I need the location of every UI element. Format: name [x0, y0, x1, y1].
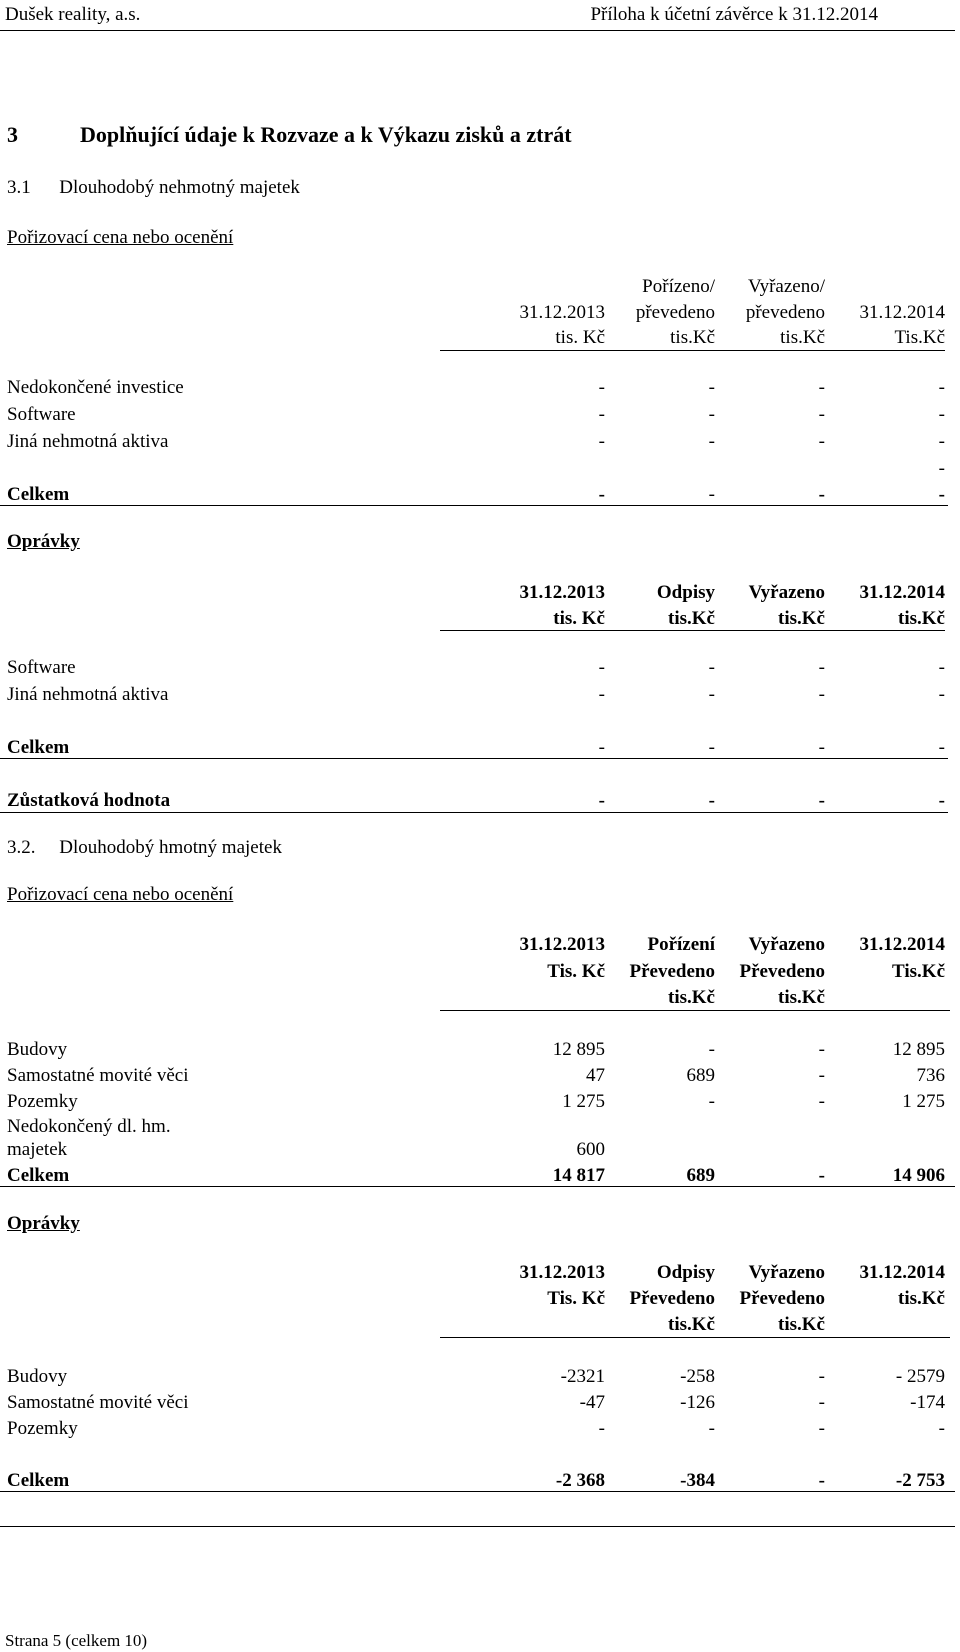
- col-header: Převedeno: [739, 961, 825, 982]
- header-title: Příloha k účetní závěrce k 31.12.2014: [590, 4, 878, 25]
- residual-cell: -: [598, 790, 605, 811]
- residual-cell: -: [708, 790, 715, 811]
- col-header: převedeno: [745, 302, 825, 323]
- col-header: Tis. Kč: [547, 1288, 605, 1309]
- cell: 600: [576, 1139, 605, 1160]
- cost-heading: Pořizovací cena nebo ocenění: [7, 227, 234, 248]
- cell: -: [818, 377, 825, 398]
- col-header: 31.12.2014: [859, 1262, 945, 1283]
- cell: 689: [686, 1065, 715, 1086]
- col-header: převedeno: [635, 302, 715, 323]
- cell: -: [708, 377, 715, 398]
- cell: -126: [680, 1392, 715, 1413]
- col-header: 31.12.2014: [859, 582, 945, 603]
- cell: -: [708, 684, 715, 705]
- col-header: Pořízeno/: [642, 276, 715, 297]
- header-underline: [440, 1010, 950, 1011]
- col-header: Tis. Kč: [547, 961, 605, 982]
- header-underline: [440, 1337, 950, 1338]
- cell: -: [708, 404, 715, 425]
- cell: -: [708, 657, 715, 678]
- cell: -: [938, 377, 945, 398]
- col-header: tis.Kč: [778, 1314, 825, 1335]
- header-underline: [440, 350, 945, 351]
- depreciation-heading: Oprávky: [7, 531, 80, 552]
- cell: -: [938, 431, 945, 452]
- col-header: Vyřazeno: [748, 582, 825, 603]
- cell: -: [938, 404, 945, 425]
- cell: -: [938, 684, 945, 705]
- col-header: tis.Kč: [778, 987, 825, 1008]
- residual-cell: -: [938, 790, 945, 811]
- col-header: Odpisy: [656, 582, 715, 603]
- row-label: Samostatné movité věci: [7, 1065, 189, 1086]
- total-cell: -: [938, 484, 945, 505]
- col-header: Odpisy: [656, 1262, 715, 1283]
- cell: -: [818, 1392, 825, 1413]
- col-header: tis.Kč: [668, 1314, 715, 1335]
- row-label: Software: [7, 404, 76, 425]
- col-header: Převedeno: [739, 1288, 825, 1309]
- cell: -: [708, 431, 715, 452]
- cell: -: [708, 1039, 715, 1060]
- row-label: Pozemky: [7, 1091, 78, 1112]
- residual-label: Zůstatková hodnota: [7, 790, 171, 811]
- col-header: Převedeno: [629, 1288, 715, 1309]
- cell: -: [818, 1366, 825, 1387]
- total-underline: [0, 1186, 955, 1187]
- subsection-title: 3.1 Dlouhodobý nehmotný majetek: [7, 177, 300, 198]
- total-cell: -: [818, 737, 825, 758]
- row-label: majetek: [7, 1139, 68, 1160]
- cell: -: [708, 1418, 715, 1439]
- cell: -2321: [560, 1366, 605, 1387]
- residual-cell: -: [818, 790, 825, 811]
- col-header: tis.Kč: [668, 987, 715, 1008]
- total-cell: -384: [680, 1470, 715, 1491]
- cell: -: [818, 684, 825, 705]
- cell: 1 275: [902, 1091, 945, 1112]
- page-number: Strana 5 (celkem 10): [5, 1631, 148, 1650]
- cell: -: [598, 377, 605, 398]
- total-cell: -: [818, 1470, 825, 1491]
- cell: -: [598, 657, 605, 678]
- subsection-title: 3.2. Dlouhodobý hmotný majetek: [7, 837, 282, 858]
- total-cell: -2 368: [555, 1470, 605, 1491]
- cell: -: [938, 657, 945, 678]
- cell: -: [938, 458, 945, 479]
- header-rule: [0, 30, 955, 31]
- depreciation-heading: Oprávky: [7, 1213, 80, 1234]
- total-cell: 14 906: [892, 1165, 945, 1186]
- col-header: 31.12.2013: [519, 934, 605, 955]
- row-label: Jiná nehmotná aktiva: [7, 684, 169, 705]
- total-cell: 14 817: [552, 1165, 605, 1186]
- total-label: Celkem: [7, 1165, 70, 1186]
- row-label: Budovy: [7, 1039, 68, 1060]
- section-title: Doplňující údaje k Rozvaze a k Výkazu zisků a ztrát: [80, 122, 572, 147]
- row-label: Nedokončený dl. hm.: [7, 1116, 171, 1137]
- cell: 1 275: [562, 1091, 605, 1112]
- section-number: 3: [7, 122, 18, 147]
- col-header: 31.12.2014: [859, 934, 945, 955]
- total-cell: -: [598, 484, 605, 505]
- total-cell: 689: [686, 1165, 715, 1186]
- cell: 736: [916, 1065, 945, 1086]
- cell: -: [708, 1091, 715, 1112]
- cell: -: [818, 1039, 825, 1060]
- col-header: tis.Kč: [780, 327, 825, 348]
- total-cell: -: [708, 484, 715, 505]
- total-label: Celkem: [7, 1470, 70, 1491]
- col-header: Tis.Kč: [894, 327, 945, 348]
- cell: 12 895: [892, 1039, 945, 1060]
- cell: -: [598, 431, 605, 452]
- col-header: tis. Kč: [553, 608, 605, 629]
- col-header: 31.12.2013: [519, 582, 605, 603]
- cell: -: [598, 404, 605, 425]
- cost-heading: Pořizovací cena nebo ocenění: [7, 884, 234, 905]
- total-cell: -2 753: [895, 1470, 945, 1491]
- total-label: Celkem: [7, 484, 70, 505]
- cell: -: [818, 431, 825, 452]
- col-header: tis.Kč: [668, 608, 715, 629]
- footer-rule: [0, 1526, 955, 1527]
- cell: -47: [579, 1392, 605, 1413]
- header-company: Dušek reality, a.s.: [5, 4, 141, 25]
- col-header: tis. Kč: [555, 327, 605, 348]
- col-header: Vyřazeno/: [747, 276, 825, 297]
- total-underline: [0, 1491, 955, 1492]
- col-header: Pořízení: [647, 934, 715, 955]
- col-header: Vyřazeno: [748, 1262, 825, 1283]
- col-header: tis.Kč: [778, 608, 825, 629]
- cell: - 2579: [895, 1366, 945, 1387]
- cell: -: [818, 404, 825, 425]
- cell: -174: [910, 1392, 945, 1413]
- cell: 47: [586, 1065, 605, 1086]
- total-underline: [0, 758, 948, 759]
- cell: -: [818, 1065, 825, 1086]
- total-cell: -: [938, 737, 945, 758]
- cell: -: [818, 1418, 825, 1439]
- cell: 12 895: [552, 1039, 605, 1060]
- col-header: tis.Kč: [898, 1288, 945, 1309]
- total-cell: -: [818, 484, 825, 505]
- total-cell: -: [818, 1165, 825, 1186]
- cell: -: [818, 657, 825, 678]
- residual-underline: [0, 812, 948, 813]
- cell: -258: [680, 1366, 715, 1387]
- col-header: 31.12.2013: [519, 1262, 605, 1283]
- row-label: Pozemky: [7, 1418, 78, 1439]
- total-cell: -: [708, 737, 715, 758]
- col-header: tis.Kč: [898, 608, 945, 629]
- total-underline: [0, 505, 948, 506]
- col-header: Převedeno: [629, 961, 715, 982]
- col-header: tis.Kč: [670, 327, 715, 348]
- total-cell: -: [598, 737, 605, 758]
- row-label: Nedokončené investice: [7, 377, 184, 398]
- cell: -: [598, 684, 605, 705]
- row-label: Software: [7, 657, 76, 678]
- cell: -: [818, 1091, 825, 1112]
- col-header: Tis.Kč: [892, 961, 945, 982]
- row-label: Samostatné movité věci: [7, 1392, 189, 1413]
- header-underline: [440, 630, 945, 631]
- cell: -: [598, 1418, 605, 1439]
- row-label: Budovy: [7, 1366, 68, 1387]
- cell: -: [938, 1418, 945, 1439]
- col-header: 31.12.2014: [859, 302, 945, 323]
- total-label: Celkem: [7, 737, 70, 758]
- row-label: Jiná nehmotná aktiva: [7, 431, 169, 452]
- col-header: 31.12.2013: [519, 302, 605, 323]
- col-header: Vyřazeno: [748, 934, 825, 955]
